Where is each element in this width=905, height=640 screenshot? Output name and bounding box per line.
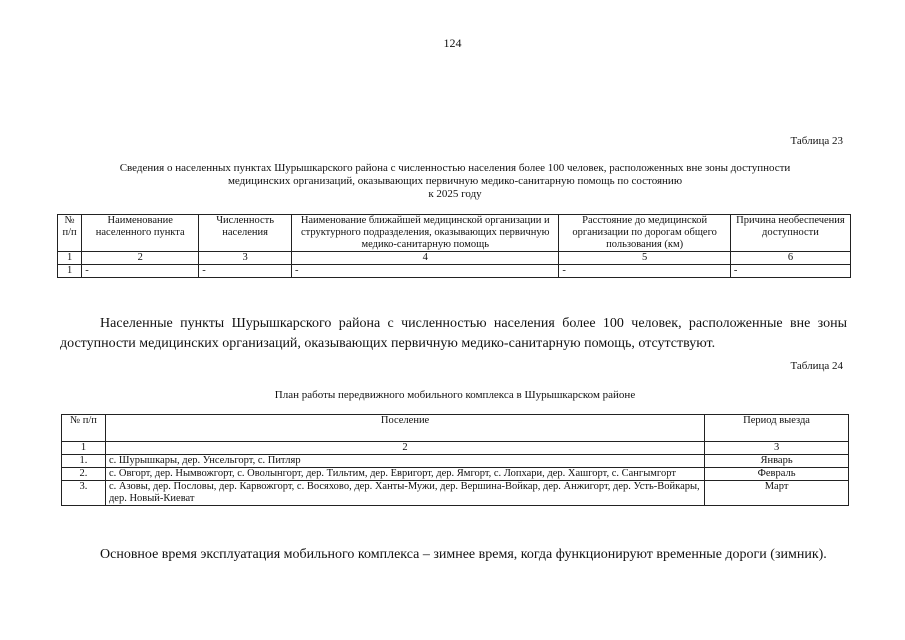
table-cell: с. Овгорт, дер. Нымвожгорт, с. Оволынгорт, дер. Тильтим, дер. Евригорт, дер. Ямгорт, с. Лопхари, дер. Хашгорт, с. Сангымгорт: [105, 468, 704, 481]
table-cell: Март: [705, 481, 849, 506]
header-cell: Наименование ближайшей медицинской организации и структурного подразделения, оказывающих первичную медико-санитарную помощь: [292, 215, 559, 252]
table-23-caption: [60, 162, 850, 201]
header-cell: Наименование населенного пункта: [82, 215, 199, 252]
table-cell: с. Шурышкары, дер. Унсельгорт, с. Питляр: [105, 455, 704, 468]
caption-line: к 2025 году: [428, 188, 482, 200]
page-number: 124: [443, 36, 462, 50]
table-cell: 2.: [62, 468, 106, 481]
table-cell: -: [199, 265, 292, 278]
header-cell: Расстояние до медицинской организации по дорогам общего пользования (км): [559, 215, 731, 252]
table-cell: Январь: [705, 455, 849, 468]
table-24: [61, 414, 849, 506]
table-row: [58, 265, 851, 278]
column-number: 2: [105, 442, 704, 455]
table-cell: с. Азовы, дер. Пословы, дер. Карвожгорт, с. Восяхово, дер. Ханты-Мужи, дер. Вершина-Войкар, дер. Анжигорт, дер. Усть-Войкары, дер. Новый-Киеват: [105, 481, 704, 506]
column-number: 6: [730, 252, 850, 265]
table-cell: 1: [58, 265, 82, 278]
column-number: 1: [62, 442, 106, 455]
table-23-label: Таблица 23: [790, 135, 843, 147]
column-number: 3: [199, 252, 292, 265]
column-number-row: [62, 442, 849, 455]
column-number: 1: [58, 252, 82, 265]
table-header-row: [58, 215, 851, 252]
table-cell: 1.: [62, 455, 106, 468]
header-cell: № п/п: [58, 215, 82, 252]
caption-line: Сведения о населенных пунктах Шурышкарского района с численностью населения более 100 человек, расположенных вне зоны доступности: [119, 162, 791, 174]
header-cell: № п/п: [62, 415, 106, 442]
header-cell: Поселение: [105, 415, 704, 442]
table-cell: -: [730, 265, 850, 278]
column-number: 3: [705, 442, 849, 455]
table-row: [62, 481, 849, 506]
table-cell: -: [559, 265, 731, 278]
column-number: 4: [292, 252, 559, 265]
table-cell: -: [82, 265, 199, 278]
header-cell: Численность населения: [199, 215, 292, 252]
table-cell: -: [292, 265, 559, 278]
caption-line: медицинских организаций, оказывающих первичную медико-санитарную помощь по состоянию: [227, 175, 683, 187]
column-number-row: [58, 252, 851, 265]
column-number: 2: [82, 252, 199, 265]
table-24-caption: План работы передвижного мобильного комплекса в Шурышкарском районе: [274, 389, 636, 401]
table-cell: Февраль: [705, 468, 849, 481]
table-row: [62, 468, 849, 481]
header-cell: Период выезда: [705, 415, 849, 442]
paragraph-no-settlements: Населенные пункты Шурышкарского района с численностью населения более 100 человек, расположенные вне зоны доступности медицинских организаций, оказывающих первичную медико-санитарную помощь, отсутствуют.: [60, 316, 847, 351]
table-24-label: Таблица 24: [790, 360, 843, 372]
table-header-row: [62, 415, 849, 442]
header-cell: Причина необеспечения доступности: [730, 215, 850, 252]
table-cell: 3.: [62, 481, 106, 506]
table-23: [57, 214, 851, 278]
table-row: [62, 455, 849, 468]
column-number: 5: [559, 252, 731, 265]
paragraph-mobile-complex-season: Основное время эксплуатация мобильного комплекса – зимнее время, когда функционируют временные дороги (зимник).: [100, 547, 827, 562]
